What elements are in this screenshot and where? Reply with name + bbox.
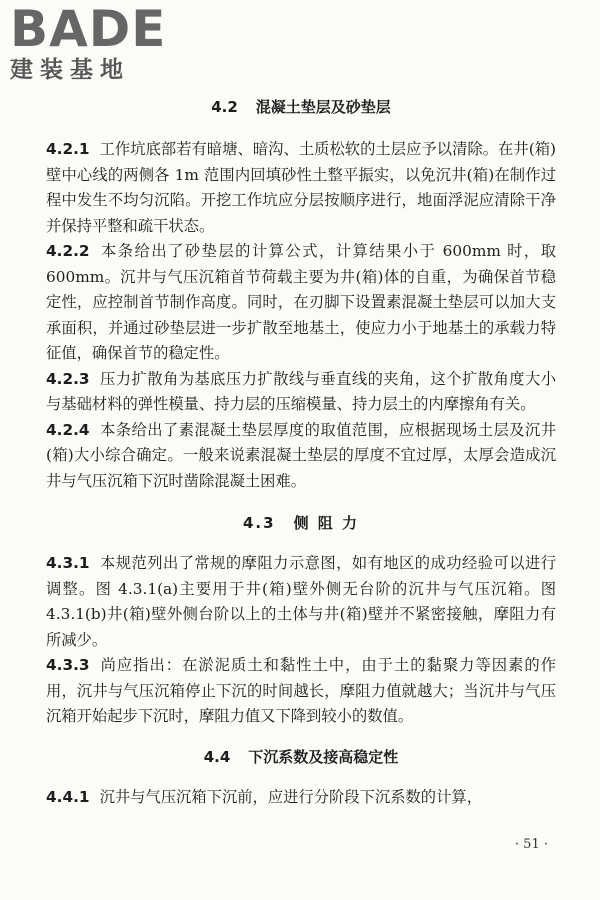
paragraph-text: 压力扩散角为基底压力扩散线与垂直线的夹角，这个扩散角度大小与基础材料的弹性模量、持力层的压缩模量、持力层土的内摩擦角有关。 [46,369,556,413]
paragraph-text: 本条给出了砂垫层的计算公式，计算结果小于 600mm 时，取 600mm。沉井与气压沉箱首节荷载主要为井(箱)体的自重，为确保首节稳定性，应控制首节制作高度。同时，在刃脚下设置素混凝土垫层可以加大支承面积，并通过砂垫层进一步扩散至地基土，使应力小于地基土的承载力特征值，确保首节的稳定性。 [46,242,556,362]
section-body-4-3 [46,551,556,730]
logo-sub-text: 建装基地 [10,57,130,83]
paragraph-4-3-1 [46,551,556,653]
paragraph-4-4-1 [46,785,556,811]
paragraph-text: 尚应指出：在淤泥质土和黏性土中，由于土的黏聚力等因素的作用，沉井与气压沉箱停止下沉的时间越长，摩阻力值就越大；当沉井与气压沉箱开始起步下沉时，摩阻力值又下降到较小的数值。 [46,656,556,725]
section-body-4-4 [46,785,556,811]
section-number: 4.3 [242,514,276,532]
paragraph-number: 4.2.1 [46,140,90,158]
paragraph-number: 4.2.4 [46,420,90,439]
paragraph-text: 本规范列出了常规的摩阻力示意图，如有地区的成功经验可以进行调整。图 4.3.1(a)主要用于井(箱)壁外侧无台阶的沉井与气压沉箱。图 4.3.1(b)井(箱)壁外侧台阶以上的土体与井(箱)壁并不紧密接触，摩阻力有所减少。 [46,554,556,649]
section-title: 混凝土垫层及砂垫层 [255,98,391,116]
document-body [46,96,556,810]
section-number: 4.4 [203,747,231,766]
logo-main-text: BADE [10,0,167,58]
section-heading-4-3 [46,512,556,533]
paragraph-text: 沉井与气压沉箱下沉前，应进行分阶段下沉系数的计算， [99,787,482,806]
paragraph-number: 4.2.2 [46,242,90,260]
section-number: 4.2 [211,98,238,116]
paragraph-4-2-3 [46,367,556,418]
section-body-4-2 [46,137,556,494]
page-number: · 51 · [514,837,548,852]
paragraph-4-2-4 [46,418,556,495]
section-heading-4-2 [46,96,556,117]
paragraph-text: 工作坑底部若有暗塘、暗沟、土质松软的土层应予以清除。在井(箱)壁中心线的两侧各 1m 范围内回填砂性土整平振实，以免沉井(箱)在制作过程中发生不均匀沉陷。开挖工作坑应分层按顺序进行，地面浮泥应清除干净并保持平整和疏干状态。 [46,140,556,235]
paragraph-number: 4.3.3 [46,656,90,674]
paragraph-4-2-2 [46,239,556,367]
paragraph-number: 4.3.1 [46,554,90,572]
paragraph-number: 4.2.3 [46,369,90,388]
brand-logo [10,0,180,88]
section-heading-4-4 [46,746,556,767]
section-title: 侧 阻 力 [293,514,360,532]
paragraph-number: 4.4.1 [46,787,90,806]
section-title: 下沉系数及接高稳定性 [248,747,399,766]
paragraph-text: 本条给出了素混凝土垫层厚度的取值范围，应根据现场土层及沉井(箱)大小综合确定。一般来说素混凝土垫层的厚度不宜过厚，太厚会造成沉井与气压沉箱下沉时凿除混凝土困难。 [46,420,556,490]
paragraph-4-3-3 [46,653,556,730]
paragraph-4-2-1 [46,137,556,239]
